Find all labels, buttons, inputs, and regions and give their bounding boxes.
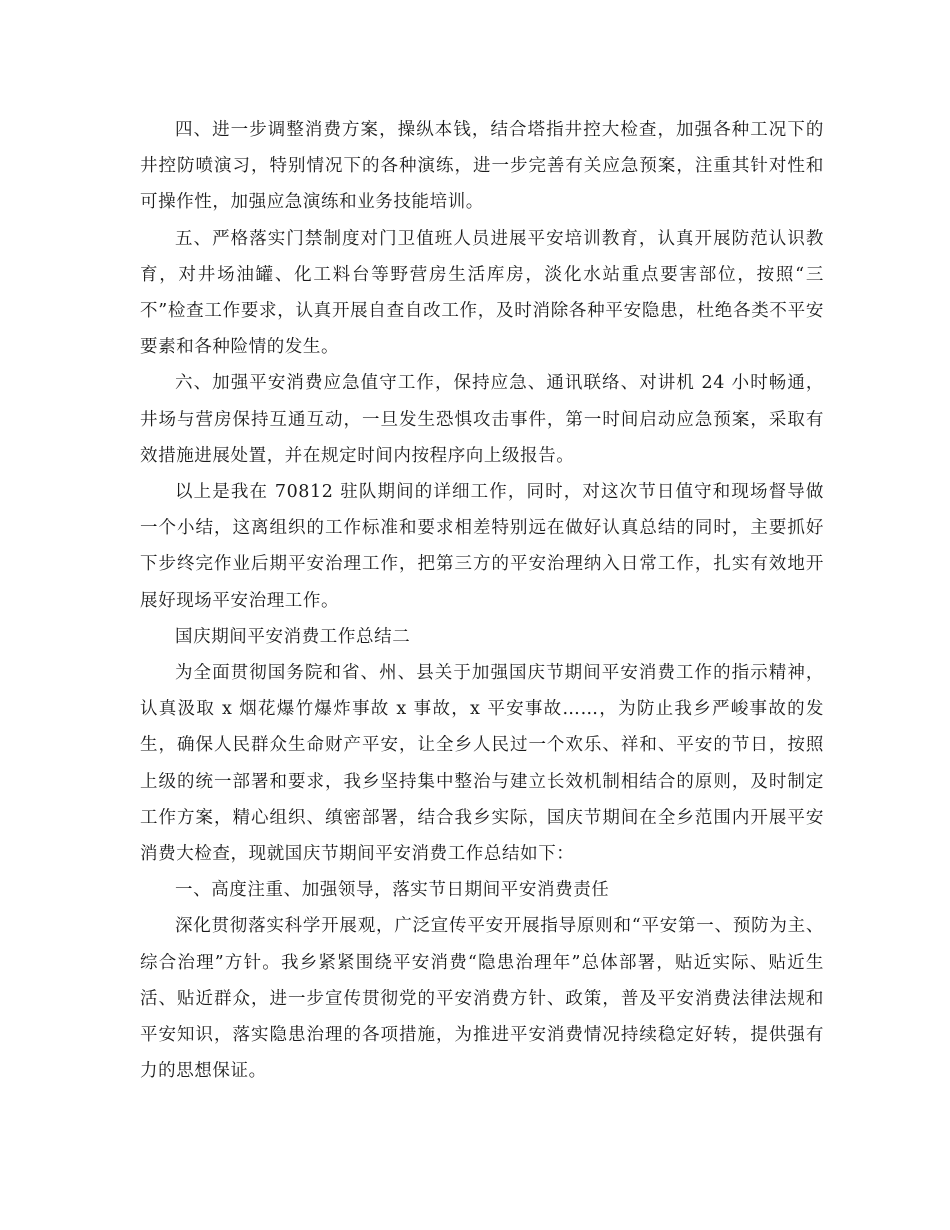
paragraph-item-5: 五、严格落实门禁制度对门卫值班人员进展平安培训教育，认真开展防范认识教育，对井场油罐、化工料台等野营房生活库房，淡化水站重点要害部位，按照“三不”检查工作要求，认真开展自查自改工作，及时消除各种平安隐患，杜绝各类不平安要素和各种险情的发生。 [140,228,824,358]
section-title: 国庆期间平安消费工作总结二 [175,626,411,647]
intro-paragraph: 为全面贯彻国务院和省、州、县关于加强国庆节期间平安消费工作的指示精神，认真汲取 x 烟花爆竹爆炸事故 x 事故，x 平安事故……，为防止我乡严峻事故的发生，确保人民群众生命财产平安，让全乡人民过一个欢乐、祥和、平安的节日，按照上级的统一部署和要求，我乡坚持集中整治与建立长效机制相结合的原则，及时制定工作方案，精心组织、缜密部署，结合我乡实际，国庆节期间在全乡范围内开展平安消费大检查，现就国庆节期间平安消费工作总结如下： [140,663,824,865]
document-body [140,112,824,1089]
subheading: 一、高度注重、加强领导，落实节日期间平安消费责任 [175,880,610,901]
closing-paragraph: 深化贯彻落实科学开展观，广泛宣传平安开展指导原则和“平安第一、预防为主、综合治理”方针。我乡紧紧围绕平安消费“隐患治理年”总体部署，贴近实际、贴近生活、贴近群众，进一步宣传贯彻党的平安消费方针、政策，普及平安消费法律法规和平安知识，落实隐患治理的各项措施，为推进平安消费情况持续稳定好转，提供强有力的思想保证。 [140,916,824,1082]
paragraph-summary: 以上是我在 70812 驻队期间的详细工作，同时，对这次节日值守和现场督导做一个小结，这离组织的工作标准和要求相差特别远在做好认真总结的同时，主要抓好下步终完作业后期平安治理工作，把第三方的平安治理纳入日常工作，扎实有效地开展好现场平安治理工作。 [140,482,824,611]
paragraph-item-4: 四、进一步调整消费方案，操纵本钱，结合塔指井控大检查，加强各种工况下的井控防喷演习，特别情况下的各种演练，进一步完善有关应急预案，注重其针对性和可操作性，加强应急演练和业务技能培训。 [140,120,824,213]
paragraph-item-6: 六、加强平安消费应急值守工作，保持应急、通讯联络、对讲机 24 小时畅通，井场与营房保持互通互动，一旦发生恐惧攻击事件，第一时间启动应急预案，采取有效措施进展处置，并在规定时间内按程序向上级报告。 [140,373,824,466]
